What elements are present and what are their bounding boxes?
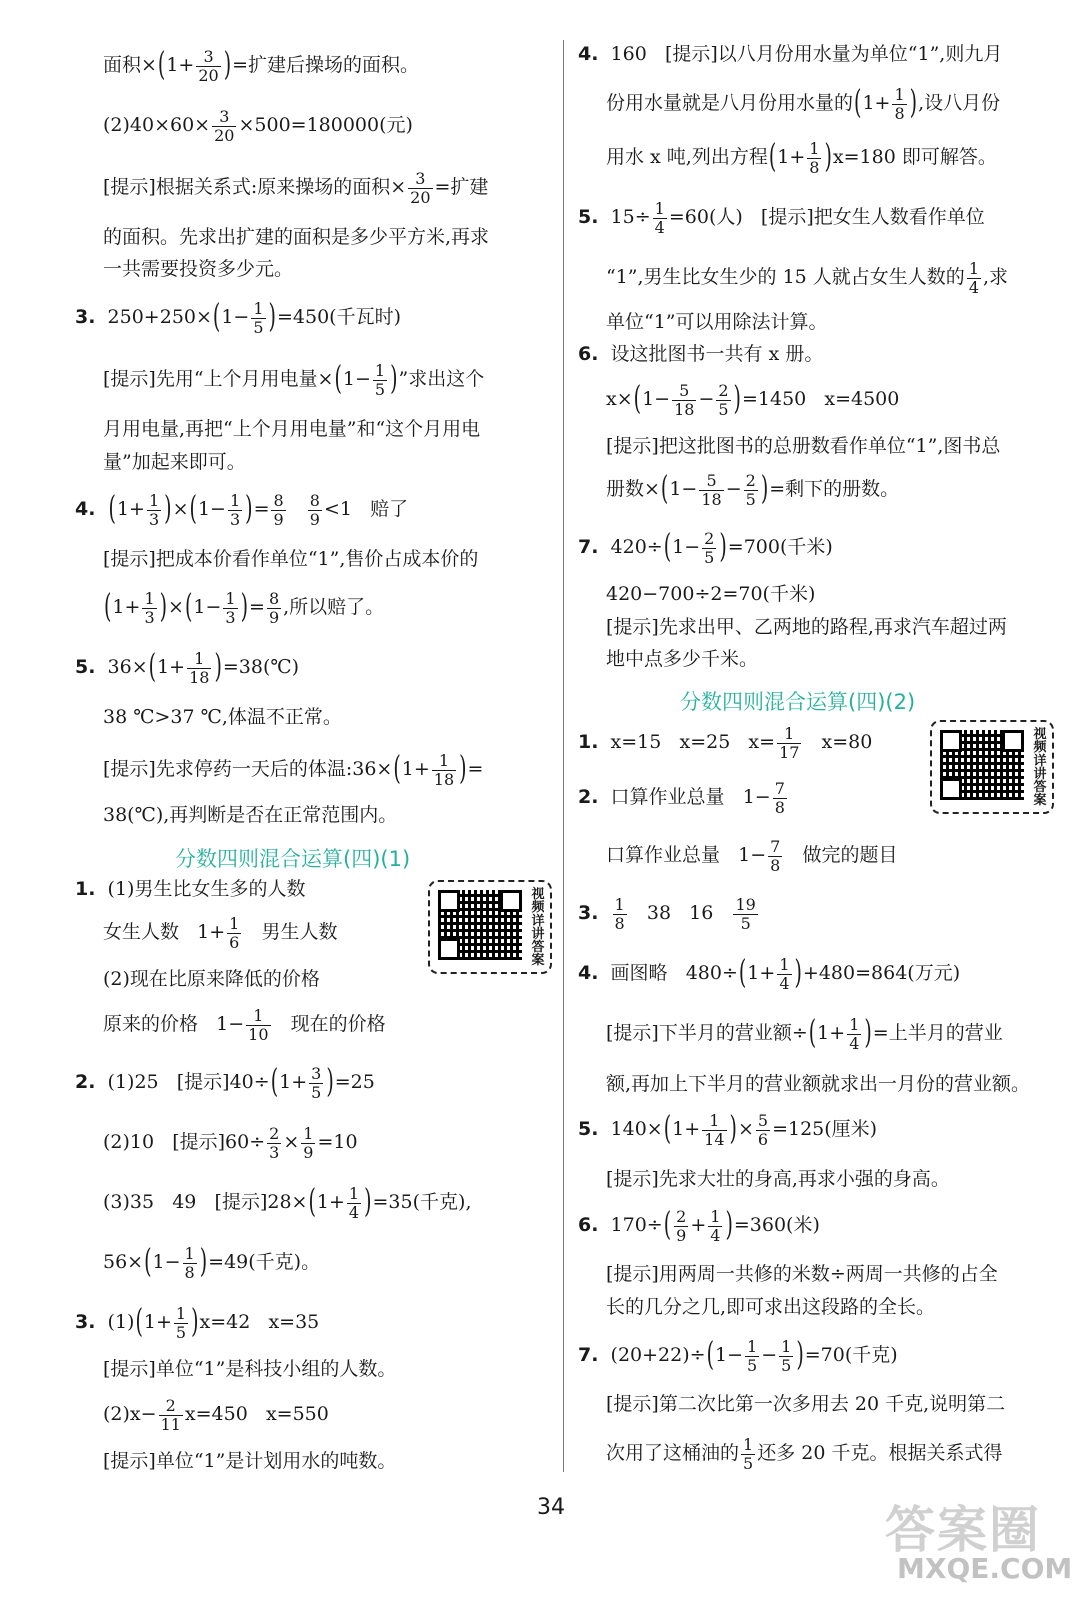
s2-question-2: 2. 口算作业总量 1− $\frac{7}{8}$ bbox=[578, 779, 785, 817]
column-divider bbox=[563, 40, 564, 1472]
fraction: $\frac{3}{20}$ bbox=[198, 47, 219, 85]
s2-question-3: 3. $\frac{1}{8}$ 38 16 $\frac{19}{5}$ bbox=[578, 895, 756, 933]
s2-question-1: 1. x=15 x=25 x= $\frac{1}{17}$ x=80 bbox=[578, 724, 873, 762]
qr-finder bbox=[940, 730, 962, 752]
s2-question-4: 4. 画图略 480÷(1+ $\frac{1}{4}$ )+480=864(万元) bbox=[578, 954, 961, 993]
hint-line: [提示]先求停药一天后的体温:36×(1+ $\frac{1}{18}$ )= bbox=[103, 750, 484, 789]
text-line: 原来的价格 1− $\frac{1}{10}$ 现在的价格 bbox=[103, 1006, 386, 1044]
hint-line: [提示]单位“1”是计划用水的吨数。 bbox=[103, 1450, 397, 1472]
section-title: 分数四则混合运算(四)(2) bbox=[680, 690, 916, 714]
s2-question-6: 6. 170÷( $\frac{2}{9}$ + $\frac{1}{4}$ )=360(米) bbox=[578, 1206, 820, 1245]
qr-label: 视频详讲答案 bbox=[531, 887, 545, 969]
question-5: 5. 36×(1+ $\frac{1}{18}$ )=38(℃) bbox=[75, 648, 300, 687]
hint-line: 份用水量就是八月份用水量的(1+ $\frac{1}{8}$ ),设八月份 bbox=[606, 84, 1001, 123]
hint-line: 一共需要投资多少元。 bbox=[103, 258, 294, 280]
text-line: x×(1− $\frac{5}{18}$ − $\frac{2}{5}$ )=1450 x=4500 bbox=[606, 380, 900, 419]
hint-line: 的面积。先求出扩建的面积是多少平方米,再求 bbox=[103, 226, 490, 248]
qr-finder bbox=[438, 890, 460, 912]
watermark-url: MXQE.COM bbox=[897, 1552, 1073, 1585]
hint-line: [提示]先求出甲、乙两地的路程,再求汽车超过两 bbox=[606, 616, 1007, 638]
question-4: 4. 160 [提示]以八月份用水量为单位“1”,则九月 bbox=[578, 43, 1003, 65]
hint-line: [提示]根据关系式:原来操场的面积× $\frac{3}{20}$ =扩建 bbox=[103, 169, 489, 207]
text-line: 面积×(1+ $\frac{3}{20}$ )=扩建后操场的面积。 bbox=[103, 46, 420, 85]
question-4: 4. (1+ $\frac{1}{3}$ )×(1− $\frac{1}{3}$ )= $\frac{8}{9}$ $\frac{8}{9}$ <1 赔了 bbox=[75, 490, 409, 529]
s2-question-7: 7. (20+22)÷(1− $\frac{1}{5}$ − $\frac{1}{5}$ )=70(千克) bbox=[578, 1336, 898, 1375]
text-line: (2)x− $\frac{2}{11}$ x=450 x=550 bbox=[103, 1396, 329, 1434]
text-line: (2)40×60× $\frac{3}{20}$ ×500=180000(元) bbox=[103, 107, 413, 145]
hint-line: 册数×(1− $\frac{5}{18}$ − $\frac{2}{5}$ )=剩下的册数。 bbox=[606, 470, 900, 509]
question-5: 5. 15÷ $\frac{1}{4}$ =60(人) [提示]把女生人数看作单位 bbox=[578, 199, 985, 237]
section-title: 分数四则混合运算(四)(1) bbox=[175, 847, 411, 871]
text-line: 口算作业总量 1− $\frac{7}{8}$ 做完的题目 bbox=[606, 837, 898, 875]
hint-line: (1+ $\frac{1}{3}$ )×(1− $\frac{1}{3}$ )= $\frac{8}{9}$ ,所以赔了。 bbox=[104, 588, 385, 627]
hint-line: 量”加起来即可。 bbox=[103, 451, 246, 473]
hint-line: [提示]单位“1”是科技小组的人数。 bbox=[103, 1358, 397, 1380]
hint-line: [提示]用两周一共修的米数÷两周一共修的占全 bbox=[606, 1263, 998, 1285]
qr-finder bbox=[438, 938, 460, 960]
text-line: 56×(1− $\frac{1}{8}$ )=49(千克)。 bbox=[103, 1243, 321, 1282]
qr-code[interactable] bbox=[930, 720, 1054, 814]
s2-question-5: 5. 140×(1+ $\frac{1}{14}$ )× $\frac{5}{6}$ =125(厘米) bbox=[578, 1110, 878, 1149]
hint-line: 用水 x 吨,列出方程(1+ $\frac{1}{8}$ )x=180 即可解答。 bbox=[606, 138, 997, 177]
hint-line: 地中点多少千米。 bbox=[606, 648, 759, 670]
s1-question-2: 2. (1)25 [提示]40÷(1+ $\frac{3}{5}$ )=25 bbox=[75, 1063, 375, 1102]
hint-line: [提示]把这批图书的总册数看作单位“1”,图书总 bbox=[606, 435, 1001, 457]
hint-line: [提示]先求大壮的身高,再求小强的身高。 bbox=[606, 1168, 950, 1190]
hint-line: 38(℃),再判断是否在正常范围内。 bbox=[103, 804, 398, 826]
hint-line: [提示]先用“上个月用电量×(1− $\frac{1}{5}$ )”求出这个 bbox=[103, 360, 485, 399]
text-line: (3)35 49 [提示]28×(1+ $\frac{1}{4}$ )=35(千克), bbox=[103, 1183, 472, 1222]
watermark-logo bbox=[885, 1490, 1073, 1590]
hint-line: 长的几分之几,即可求出这段路的全长。 bbox=[606, 1296, 936, 1318]
qr-finder bbox=[940, 778, 962, 800]
text-line: 38 ℃>37 ℃,体温不正常。 bbox=[103, 706, 342, 728]
qr-code[interactable] bbox=[428, 880, 552, 974]
s1-question-3: 3. (1)(1+ $\frac{1}{5}$ )x=42 x=35 bbox=[75, 1303, 320, 1342]
hint-line: 额,再加上下半月的营业额就求出一月份的营业额。 bbox=[606, 1073, 1031, 1095]
text-line: (2)现在比原来降低的价格 bbox=[103, 968, 320, 990]
hint-line: 月用电量,再把“上个月用电量”和“这个月用电 bbox=[103, 418, 481, 440]
question-3: 3. 250+250×(1− $\frac{1}{5}$ )=450(千瓦时) bbox=[75, 298, 401, 337]
hint-line: “1”,男生比女生少的 15 人就占女生人数的 $\frac{1}{4}$ ,求 bbox=[606, 259, 1009, 297]
hint-line: 单位“1”可以用除法计算。 bbox=[606, 311, 828, 333]
qr-label: 视频详讲答案 bbox=[1033, 727, 1047, 809]
question-7: 7. 420÷(1− $\frac{2}{5}$ )=700(千米) bbox=[578, 528, 833, 567]
qr-finder bbox=[500, 890, 522, 912]
page-number: 34 bbox=[537, 1495, 565, 1520]
hint-line: [提示]把成本价看作单位“1”,售价占成本价的 bbox=[103, 548, 479, 570]
hint-line: [提示]下半月的营业额÷(1+ $\frac{1}{4}$ )=上半月的营业 bbox=[606, 1014, 1003, 1053]
text-line: (2)10 [提示]60÷ $\frac{2}{3}$ × $\frac{1}{9}$ =10 bbox=[103, 1124, 358, 1162]
watermark-text: 答案圈 bbox=[885, 1501, 1041, 1559]
text-line: 女生人数 1+ $\frac{1}{6}$ 男生人数 bbox=[103, 914, 338, 952]
text-line: 420−700÷2=70(千米) bbox=[606, 583, 816, 605]
question-6: 6. 设这批图书一共有 x 册。 bbox=[578, 343, 824, 365]
qr-finder bbox=[1002, 730, 1024, 752]
hint-line: [提示]第二次比第一次多用去 20 千克,说明第二 bbox=[606, 1393, 1006, 1415]
hint-line: 次用了这桶油的 $\frac{1}{5}$ 还多 20 千克。根据关系式得 bbox=[606, 1435, 1003, 1473]
s1-question-1: 1. (1)男生比女生多的人数 bbox=[75, 878, 306, 900]
